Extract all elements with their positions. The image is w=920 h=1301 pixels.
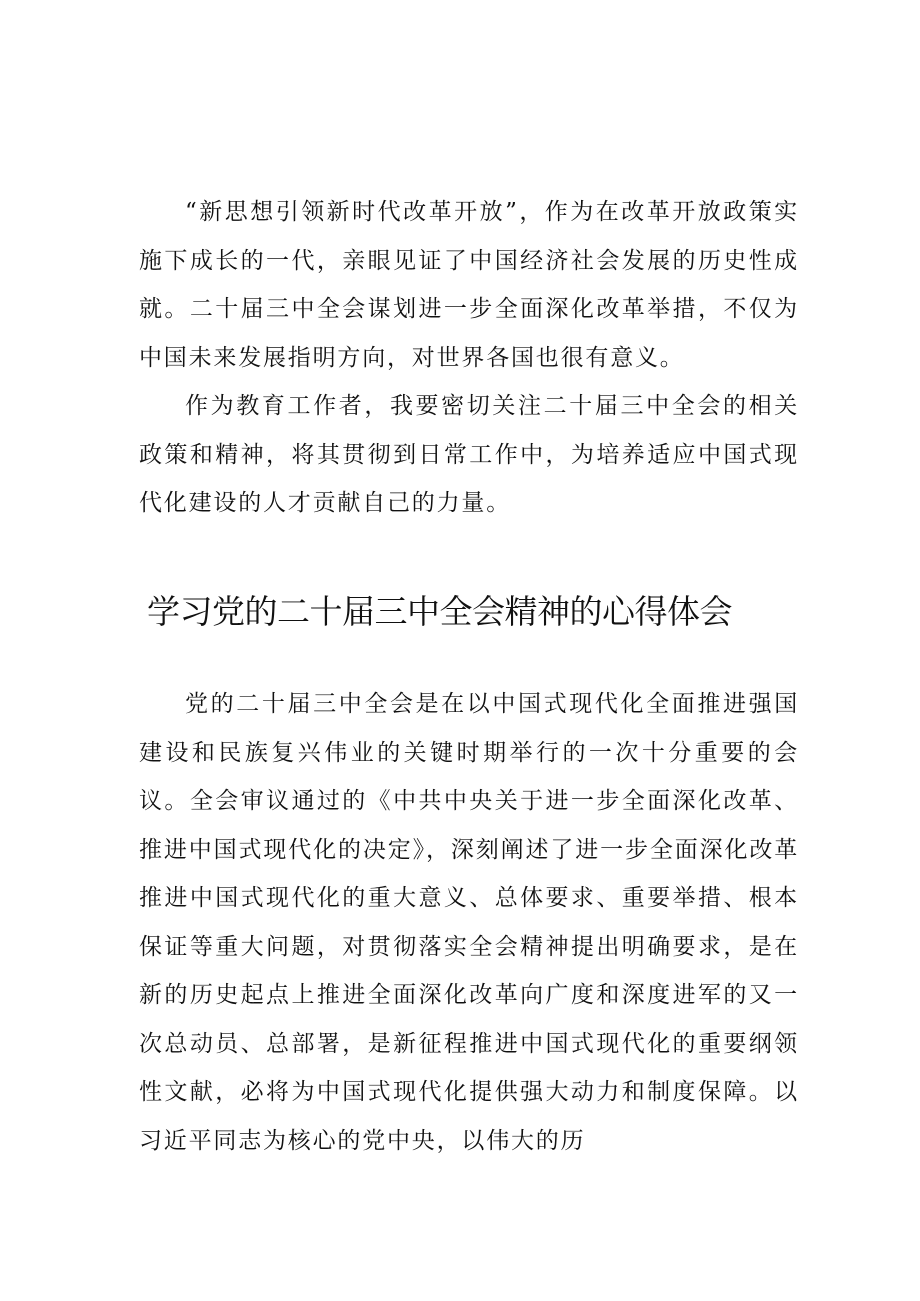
article-title: 学习党的二十届三中全会精神的心得体会 [147,592,732,631]
paragraph-plenary-session: 党的二十届三中全会是在以中国式现代化全面推进强国建设和民族复兴伟业的关键时期举行的一次十分重要的会议。全会审议通过的《中共中央关于进一步全面深化改革、推进中国式现代化的决定》，深刻阐述了进一步全面深化改革推进中国式现代化的重大意义、总体要求、重要举措、根本保证等重大问题，对贯彻落实全会精神提出明确要求，是在新的历史起点上推进全面深化改革向广度和深度进军的又一次总动员、总部署，是新征程推进中国式现代化的重要纲领性文献，必将为中国式现代化提供强大动力和制度保障。以习近平同志为核心的党中央，以伟大的历 [139,691,799,1154]
previous-article-ending [139,188,799,528]
paragraph-educator-commitment: 作为教育工作者，我要密切关注二十届三中全会的相关政策和精神，将其贯彻到日常工作中，为培养适应中国式现代化建设的人才贡献自己的力量。 [139,393,799,516]
article-body [139,680,799,1165]
paragraph-reform-generation: “新思想引领新时代改革开放”，作为在改革开放政策实施下成长的一代，亲眼见证了中国经济社会发展的历史性成就。二十届三中全会谋划进一步全面深化改革举措，不仅为中国未来发展指明方向，对世界各国也很有意义。 [139,199,799,371]
